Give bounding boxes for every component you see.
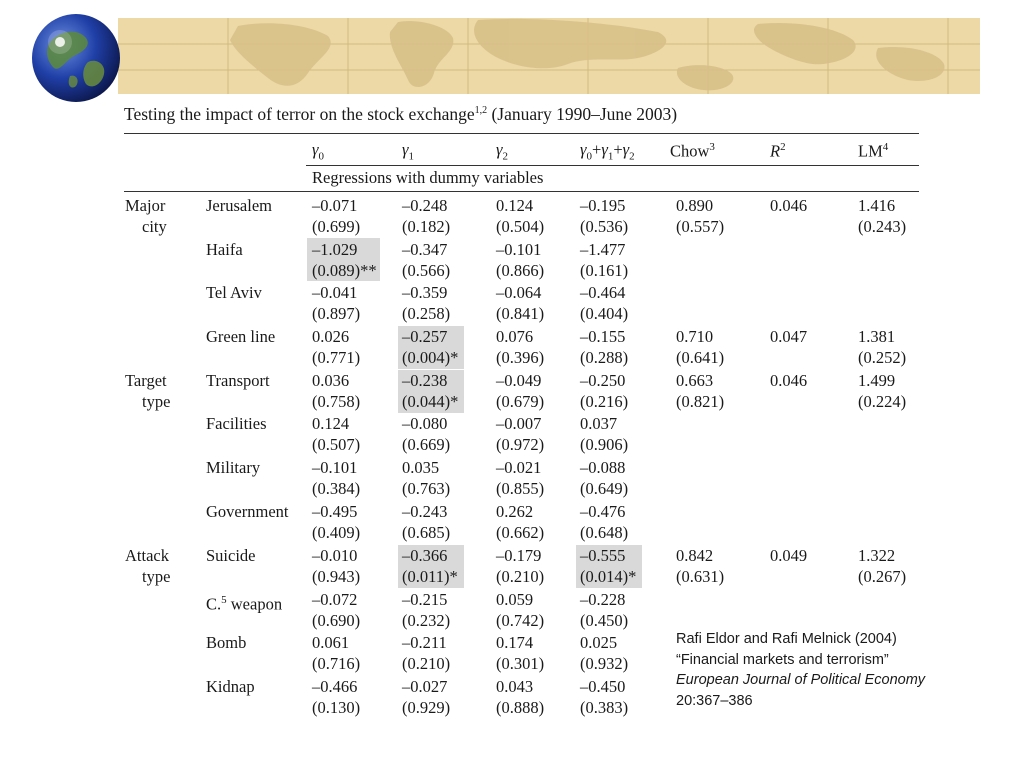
g2-pvalue: (0.855): [496, 479, 545, 498]
g1-coefficient: –0.027: [402, 677, 448, 696]
gsum-coefficient: 0.025: [580, 633, 618, 652]
g1-pvalue: (0.763): [402, 479, 451, 498]
g2-coefficient: –0.021: [496, 458, 542, 477]
g0-coefficient: –0.495: [312, 502, 358, 521]
g2-pvalue: (0.866): [496, 261, 545, 280]
globe-icon: [30, 12, 122, 104]
row-label: Bomb: [206, 633, 247, 652]
gsum-pvalue: (0.932): [580, 654, 629, 673]
r2-value: 0.046: [770, 196, 808, 215]
gsum-pvalue: (0.536): [580, 217, 629, 236]
g1-coefficient: –0.359: [402, 283, 448, 302]
g2-pvalue: (0.679): [496, 392, 545, 411]
citation-authors: Rafi Eldor and Rafi Melnick (2004): [676, 631, 897, 647]
g0-coefficient: –0.071: [312, 196, 358, 215]
chow-coefficient: 0.842: [676, 546, 714, 565]
g2-pvalue: (0.396): [496, 348, 545, 367]
g1-coefficient: –0.080: [402, 414, 448, 433]
g0-coefficient: –0.101: [312, 458, 358, 477]
chow-coefficient: 0.710: [676, 327, 714, 346]
g1-coefficient: –0.215: [402, 590, 448, 609]
lm-coefficient: 1.499: [858, 371, 896, 390]
header-r2: $R^2$: [770, 141, 786, 161]
g1-pvalue: (0.004)*: [402, 348, 459, 367]
citation-article: “Financial markets and terrorism”: [676, 651, 889, 668]
gsum-pvalue: (0.383): [580, 698, 629, 717]
g2-coefficient: –0.064: [496, 283, 542, 302]
row-label: Facilities: [206, 414, 267, 433]
g1-coefficient: –0.347: [402, 240, 448, 259]
chow-coefficient: 0.890: [676, 196, 714, 215]
r2-value: 0.046: [770, 371, 808, 390]
g0-pvalue: (0.384): [312, 479, 361, 498]
chow-pvalue: (0.821): [676, 392, 725, 411]
g2-coefficient: –0.101: [496, 240, 542, 259]
g2-pvalue: (0.841): [496, 304, 545, 323]
row-label: Green line: [206, 327, 276, 346]
gsum-coefficient: –0.250: [580, 371, 626, 390]
g0-pvalue: (0.771): [312, 348, 361, 367]
g0-coefficient: –0.010: [312, 546, 358, 565]
gsum-coefficient: –0.464: [580, 283, 626, 302]
row-label: Military: [206, 458, 261, 477]
g1-coefficient: –0.211: [402, 633, 447, 652]
table-title: Testing the impact of terror on the stock exchange$^{1,2}$ (January 1990–June 2003): [124, 104, 678, 124]
g0-coefficient: 0.061: [312, 633, 350, 652]
group-attack-type-line1: Attack: [125, 546, 169, 565]
g1-pvalue: (0.182): [402, 217, 451, 236]
g2-coefficient: –0.049: [496, 371, 542, 390]
gsum-pvalue: (0.649): [580, 479, 629, 498]
gsum-pvalue: (0.906): [580, 435, 629, 454]
g1-pvalue: (0.669): [402, 435, 451, 454]
g1-coefficient: –0.243: [402, 502, 448, 521]
chow-pvalue: (0.557): [676, 217, 725, 236]
row-label: Government: [206, 502, 289, 521]
map-banner: [118, 18, 980, 94]
gsum-pvalue: (0.450): [580, 611, 629, 630]
gsum-coefficient: –0.555: [580, 546, 626, 565]
g2-coefficient: 0.174: [496, 633, 534, 652]
row-label: Jerusalem: [206, 196, 272, 215]
chow-pvalue: (0.641): [676, 348, 725, 367]
g1-pvalue: (0.210): [402, 654, 451, 673]
g0-pvalue: (0.716): [312, 654, 361, 673]
header-gamma1: $\gamma_1$: [402, 140, 415, 163]
gsum-pvalue: (0.288): [580, 348, 629, 367]
header-rule: [306, 165, 919, 166]
g1-coefficient: –0.238: [402, 371, 448, 390]
g1-pvalue: (0.258): [402, 304, 451, 323]
lm-coefficient: 1.322: [858, 546, 896, 565]
g2-pvalue: (0.972): [496, 435, 545, 454]
g0-pvalue: (0.943): [312, 567, 361, 586]
gsum-coefficient: –0.228: [580, 590, 626, 609]
row-label: Haifa: [206, 240, 243, 259]
gsum-pvalue: (0.404): [580, 304, 629, 323]
g2-coefficient: –0.007: [496, 414, 542, 433]
g1-pvalue: (0.232): [402, 611, 451, 630]
g1-coefficient: –0.257: [402, 327, 448, 346]
gsum-coefficient: –0.450: [580, 677, 626, 696]
group-attack-type-line2: type: [142, 567, 171, 586]
lm-pvalue: (0.267): [858, 567, 907, 586]
subheader: Regressions with dummy variables: [312, 168, 544, 187]
g0-coefficient: –0.072: [312, 590, 358, 609]
g2-pvalue: (0.742): [496, 611, 545, 630]
gsum-pvalue: (0.161): [580, 261, 629, 280]
row-label: Tel Aviv: [206, 283, 262, 302]
group-target-type-line2: type: [142, 392, 171, 411]
g0-coefficient: 0.026: [312, 327, 350, 346]
r2-value: 0.049: [770, 546, 808, 565]
citation-journal: European Journal of Political Economy: [676, 672, 926, 688]
citation: [676, 629, 925, 711]
r2-value: 0.047: [770, 327, 808, 346]
row-label: C.$^5$ weapon: [206, 594, 283, 614]
g1-pvalue: (0.011)*: [402, 567, 458, 586]
g0-pvalue: (0.130): [312, 698, 361, 717]
g0-pvalue: (0.699): [312, 217, 361, 236]
g1-coefficient: –0.366: [402, 546, 448, 565]
row-label: Transport: [206, 371, 270, 390]
g2-coefficient: 0.043: [496, 677, 534, 696]
gsum-pvalue: (0.014)*: [580, 567, 637, 586]
g1-pvalue: (0.044)*: [402, 392, 459, 411]
row-label: Kidnap: [206, 677, 255, 696]
lm-pvalue: (0.224): [858, 392, 907, 411]
g1-coefficient: –0.248: [402, 196, 448, 215]
g0-pvalue: (0.690): [312, 611, 361, 630]
g0-pvalue: (0.897): [312, 304, 361, 323]
lm-pvalue: (0.243): [858, 217, 907, 236]
subheader-rule: [124, 191, 919, 192]
lm-coefficient: 1.381: [858, 327, 896, 346]
row-label: Suicide: [206, 546, 256, 565]
citation-volume: 20:367–386: [676, 692, 753, 709]
gsum-pvalue: (0.648): [580, 523, 629, 542]
g1-pvalue: (0.566): [402, 261, 451, 280]
g2-coefficient: 0.076: [496, 327, 534, 346]
header-gamma-sum: $\gamma_0+\gamma_1+\gamma_2$: [580, 140, 635, 163]
g2-coefficient: 0.059: [496, 590, 534, 609]
gsum-coefficient: –1.477: [580, 240, 626, 259]
chow-pvalue: (0.631): [676, 567, 725, 586]
header-chow: Chow$^3$: [670, 141, 715, 161]
group-major-city-line1: Major: [125, 196, 166, 215]
g2-pvalue: (0.301): [496, 654, 545, 673]
header-gamma0: $\gamma_0$: [312, 140, 325, 163]
g0-pvalue: (0.089)**: [312, 261, 377, 280]
g2-pvalue: (0.210): [496, 567, 545, 586]
g2-coefficient: –0.179: [496, 546, 542, 565]
lm-coefficient: 1.416: [858, 196, 896, 215]
g2-pvalue: (0.888): [496, 698, 545, 717]
g0-pvalue: (0.507): [312, 435, 361, 454]
g1-pvalue: (0.685): [402, 523, 451, 542]
g0-pvalue: (0.409): [312, 523, 361, 542]
chow-coefficient: 0.663: [676, 371, 714, 390]
g0-coefficient: 0.036: [312, 371, 350, 390]
gsum-coefficient: –0.476: [580, 502, 626, 521]
g2-pvalue: (0.662): [496, 523, 545, 542]
g0-coefficient: –0.041: [312, 283, 358, 302]
group-major-city-line2: city: [142, 217, 167, 236]
gsum-coefficient: 0.037: [580, 414, 618, 433]
top-rule: [124, 133, 919, 134]
g0-pvalue: (0.758): [312, 392, 361, 411]
g2-coefficient: 0.262: [496, 502, 534, 521]
g1-pvalue: (0.929): [402, 698, 451, 717]
g0-coefficient: –0.466: [312, 677, 358, 696]
gsum-pvalue: (0.216): [580, 392, 629, 411]
g0-coefficient: –1.029: [312, 240, 358, 259]
header-lm: $LM^4$: [858, 141, 889, 161]
g2-coefficient: 0.124: [496, 196, 534, 215]
gsum-coefficient: –0.195: [580, 196, 626, 215]
group-target-type-line1: Target: [125, 371, 167, 390]
lm-pvalue: (0.252): [858, 348, 907, 367]
g1-coefficient: 0.035: [402, 458, 440, 477]
g0-coefficient: 0.124: [312, 414, 350, 433]
gsum-coefficient: –0.088: [580, 458, 626, 477]
header-gamma2: $\gamma_2$: [496, 140, 509, 163]
g2-pvalue: (0.504): [496, 217, 545, 236]
world-map-graphic: [118, 18, 980, 94]
gsum-coefficient: –0.155: [580, 327, 626, 346]
